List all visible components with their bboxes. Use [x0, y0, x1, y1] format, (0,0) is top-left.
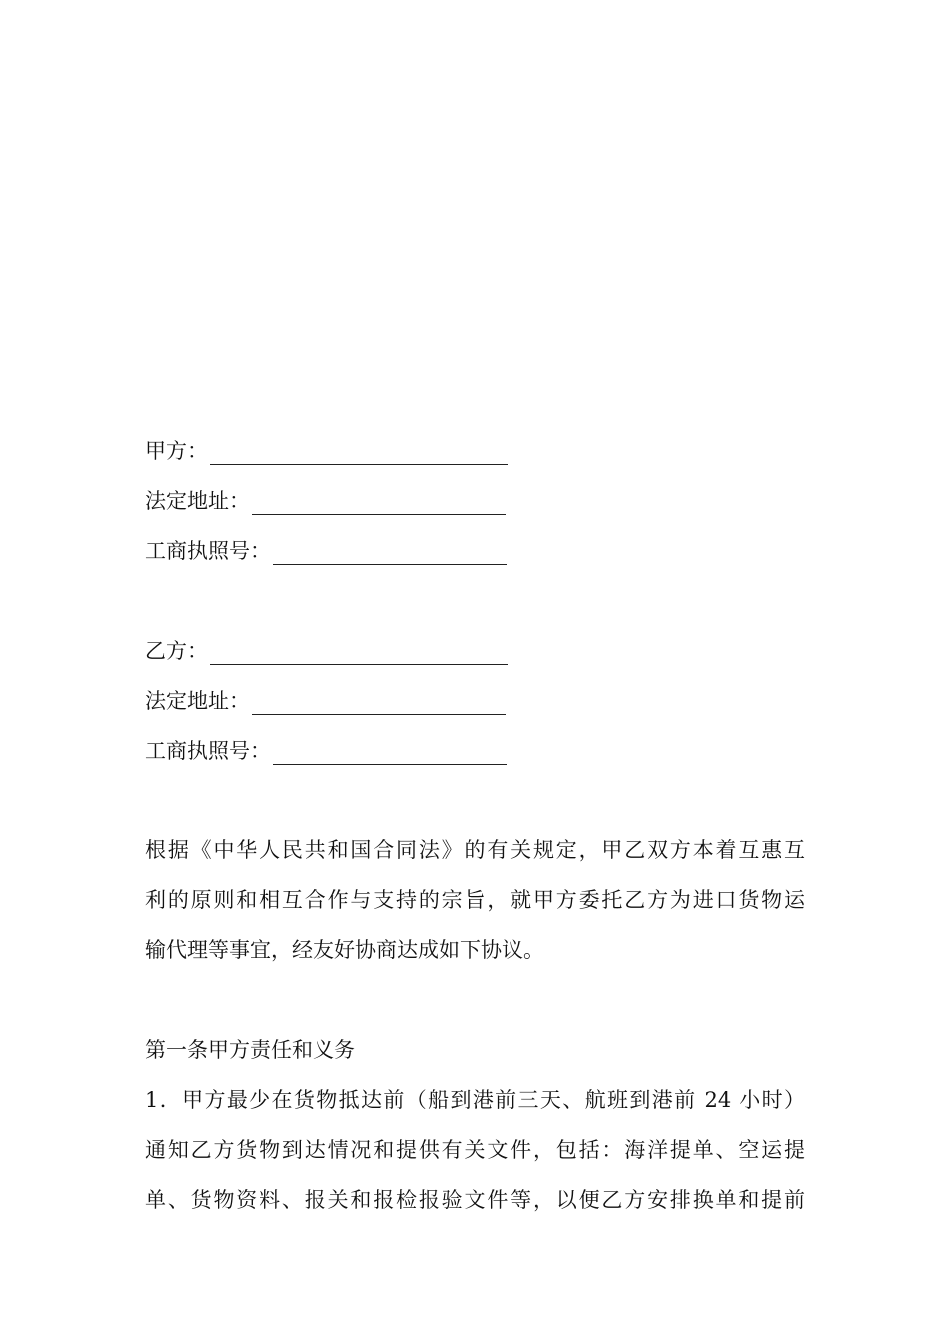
party-a-name-blank[interactable] — [210, 444, 508, 465]
preamble-line: 根据《中华人民共和国合同法》的有关规定，甲乙双方本着互惠互 — [145, 838, 805, 862]
clause-line: 1．甲方最少在货物抵达前（船到港前三天、航班到港前 24 小时） — [145, 1088, 805, 1112]
party-b-address-label: 法定地址： — [145, 689, 250, 713]
clause-line: 单、货物资料、报关和报检报验文件等，以便乙方安排换单和提前 — [145, 1188, 805, 1212]
party-b-name-label: 乙方： — [145, 639, 208, 663]
party-b-address-blank[interactable] — [252, 694, 506, 715]
party-a-address-blank[interactable] — [252, 494, 506, 515]
party-b-name-blank[interactable] — [210, 644, 508, 665]
preamble-line: 利的原则和相互合作与支持的宗旨，就甲方委托乙方为进口货物运 — [145, 888, 805, 912]
article-heading: 第一条甲方责任和义务 — [145, 1038, 355, 1062]
party-a-license-label: 工商执照号： — [145, 539, 271, 563]
party-b-license-blank[interactable] — [273, 744, 507, 765]
preamble-line: 输代理等事宜，经友好协商达成如下协议。 — [145, 938, 544, 962]
party-b-name-field — [145, 637, 508, 665]
party-a-name-field — [145, 437, 508, 465]
party-a-address-field — [145, 487, 506, 515]
party-b-address-field — [145, 687, 506, 715]
party-b-license-label: 工商执照号： — [145, 739, 271, 763]
clause-line: 通知乙方货物到达情况和提供有关文件，包括：海洋提单、空运提 — [145, 1138, 805, 1162]
party-a-license-blank[interactable] — [273, 544, 507, 565]
party-a-address-label: 法定地址： — [145, 489, 250, 513]
party-a-name-label: 甲方： — [145, 439, 208, 463]
party-b-license-field — [145, 737, 507, 765]
party-a-license-field — [145, 537, 507, 565]
